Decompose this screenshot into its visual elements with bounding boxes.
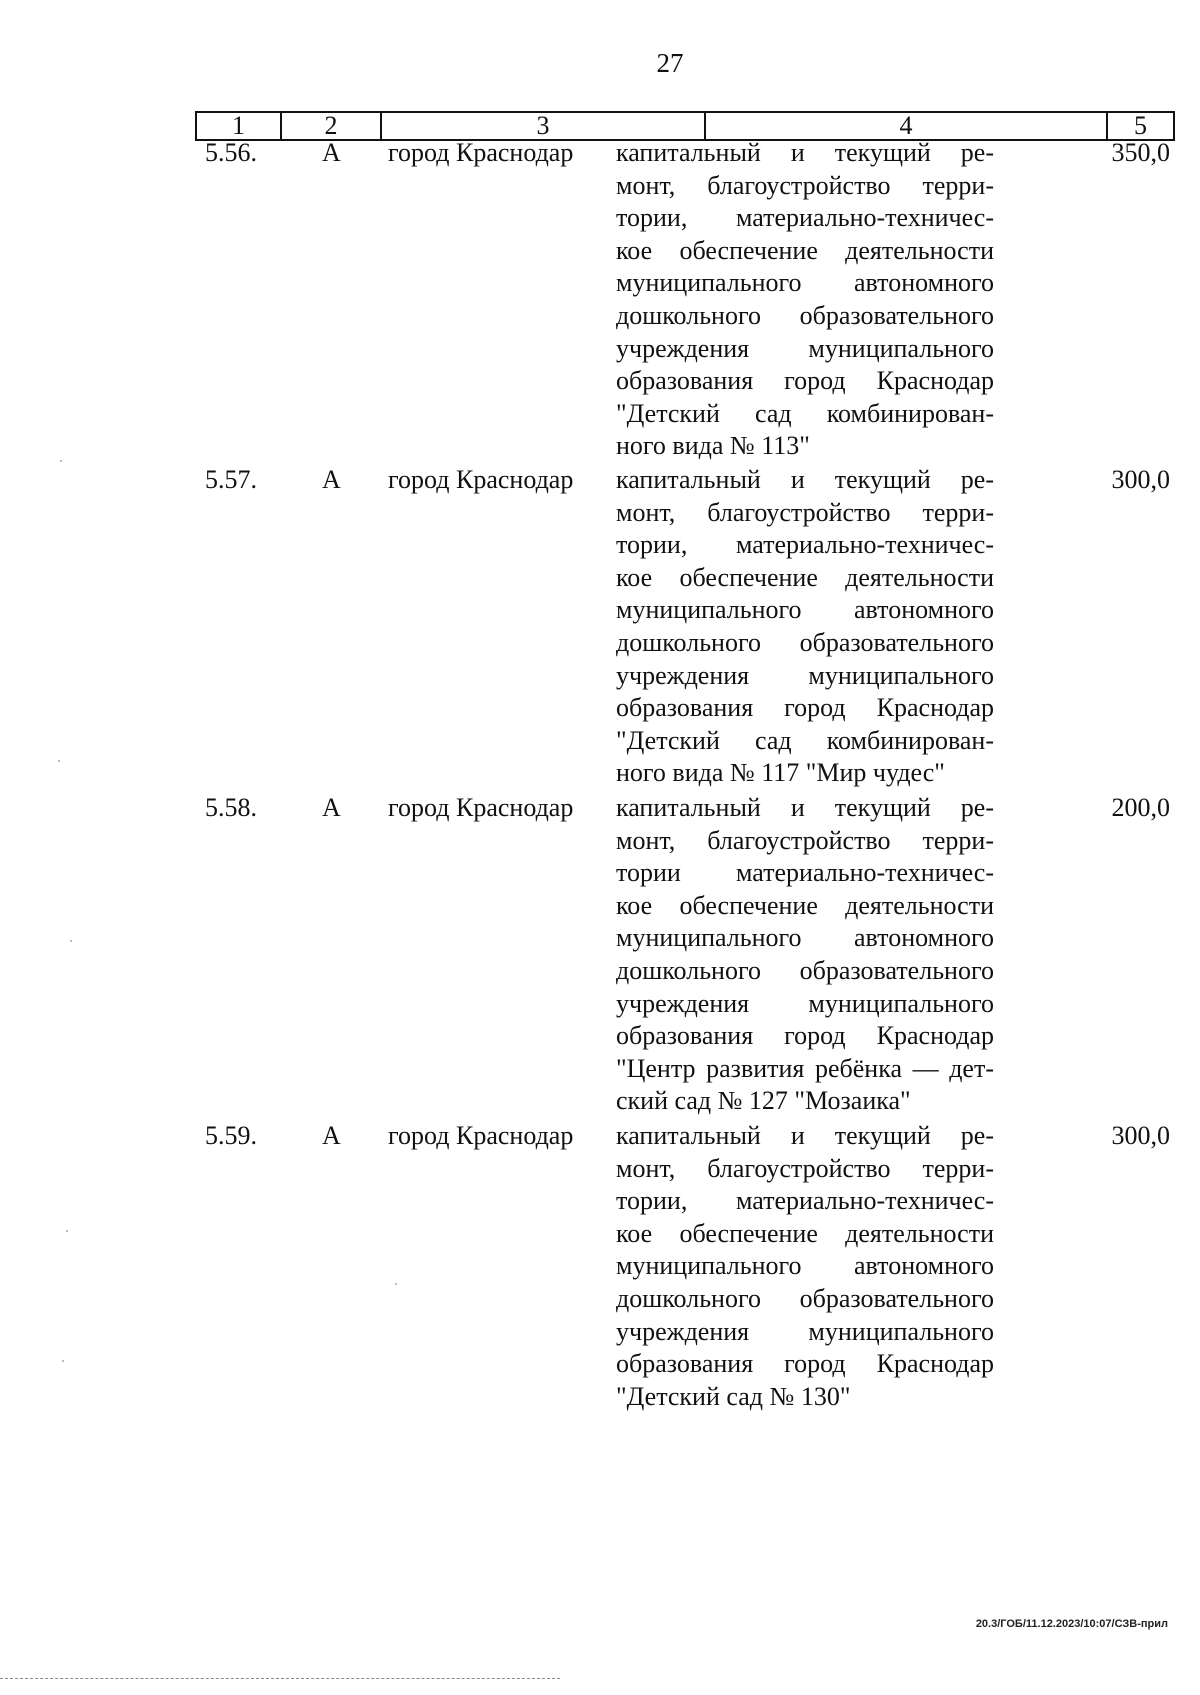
description-line: тории материально-техничес- bbox=[616, 858, 994, 888]
description-line: "Центр развития ребёнка — дет- bbox=[616, 1053, 994, 1083]
scan-speck bbox=[58, 760, 60, 762]
description-line: дошкольного образовательного bbox=[616, 300, 994, 330]
document-footer-code: 20.3/ГОБ/11.12.2023/10:07/СЗВ-прил bbox=[975, 1618, 1168, 1630]
description-line: учреждения муниципального bbox=[616, 1316, 994, 1346]
description-line: капитальный и текущий ре- bbox=[616, 793, 994, 822]
description-line: кое обеспечение деятельности bbox=[616, 235, 994, 265]
description-line: кое обеспечение деятельности bbox=[616, 890, 994, 920]
description-line: образования город Краснодар bbox=[616, 1021, 994, 1051]
header-col-2: 2 bbox=[282, 113, 382, 139]
description-line: муниципального автономного bbox=[616, 595, 994, 625]
row-category: А bbox=[322, 1121, 341, 1150]
description-line: учреждения муниципального bbox=[616, 988, 994, 1018]
description-line: образования город Краснодар bbox=[616, 1349, 994, 1379]
description-line: "Детский сад № 130" bbox=[616, 1381, 851, 1411]
row-amount: 300,0 bbox=[1111, 1121, 1170, 1150]
description-line: капитальный и текущий ре- bbox=[616, 138, 994, 167]
row-city: город Краснодар bbox=[388, 465, 574, 494]
row-city: город Краснодар bbox=[388, 793, 574, 822]
description-line: монт, благоустройство терри- bbox=[616, 170, 994, 200]
description-line: кое обеспечение деятельности bbox=[616, 1218, 994, 1248]
description-line: "Детский сад комбинирован- bbox=[616, 398, 994, 428]
description-line: дошкольного образовательного bbox=[616, 627, 994, 657]
description-line: монт, благоустройство терри- bbox=[616, 825, 994, 855]
description-line: "Детский сад комбинирован- bbox=[616, 725, 994, 755]
description-line: муниципального автономного bbox=[616, 923, 994, 953]
description-line: дошкольного образовательного bbox=[616, 1283, 994, 1313]
description-line: учреждения муниципального bbox=[616, 333, 994, 363]
row-number: 5.59. bbox=[205, 1121, 257, 1150]
description-line: монт, благоустройство терри- bbox=[616, 1153, 994, 1183]
row-number: 5.57. bbox=[205, 465, 257, 494]
description-line: ский сад № 127 "Мозаика" bbox=[616, 1086, 911, 1116]
description-line: дошкольного образовательного bbox=[616, 955, 994, 985]
description-line: кое обеспечение деятельности bbox=[616, 562, 994, 592]
description-line: муниципального автономного bbox=[616, 1251, 994, 1281]
row-description bbox=[616, 792, 994, 1118]
row-amount: 200,0 bbox=[1111, 793, 1170, 822]
description-line: образования город Краснодар bbox=[616, 366, 994, 396]
header-col-1: 1 bbox=[197, 113, 282, 139]
description-line: капитальный и текущий ре- bbox=[616, 465, 994, 494]
scan-speck bbox=[395, 1283, 397, 1285]
row-number: 5.58. bbox=[205, 793, 257, 822]
description-line: тории, материально-техничес- bbox=[616, 203, 994, 233]
row-number: 5.56. bbox=[205, 138, 257, 167]
row-amount: 300,0 bbox=[1111, 465, 1170, 494]
row-description bbox=[616, 464, 994, 790]
description-line: ного вида № 113" bbox=[616, 431, 810, 461]
description-line: тории, материально-техничес- bbox=[616, 1186, 994, 1216]
row-amount: 350,0 bbox=[1111, 138, 1170, 167]
scan-artifact-line bbox=[0, 1678, 560, 1679]
description-line: ного вида № 117 "Мир чудес" bbox=[616, 758, 945, 788]
row-description bbox=[616, 137, 994, 463]
page-number: 27 bbox=[656, 48, 684, 78]
scan-speck bbox=[66, 1230, 68, 1232]
description-line: капитальный и текущий ре- bbox=[616, 1121, 994, 1150]
row-category: А bbox=[322, 138, 341, 167]
description-line: учреждения муниципального bbox=[616, 660, 994, 690]
scan-speck bbox=[62, 1360, 64, 1362]
row-category: А bbox=[322, 465, 341, 494]
row-city: город Краснодар bbox=[388, 138, 574, 167]
scan-speck bbox=[70, 940, 72, 942]
row-category: А bbox=[322, 793, 341, 822]
header-col-4: 4 bbox=[706, 113, 1108, 139]
description-line: монт, благоустройство терри- bbox=[616, 497, 994, 527]
description-line: муниципального автономного bbox=[616, 268, 994, 298]
description-line: образования город Краснодар bbox=[616, 693, 994, 723]
header-col-5: 5 bbox=[1134, 111, 1147, 140]
scan-speck bbox=[60, 460, 62, 462]
row-description bbox=[616, 1120, 994, 1413]
description-line: тории, материально-техничес- bbox=[616, 530, 994, 560]
header-col-3: 3 bbox=[382, 113, 706, 139]
row-city: город Краснодар bbox=[388, 1121, 574, 1150]
